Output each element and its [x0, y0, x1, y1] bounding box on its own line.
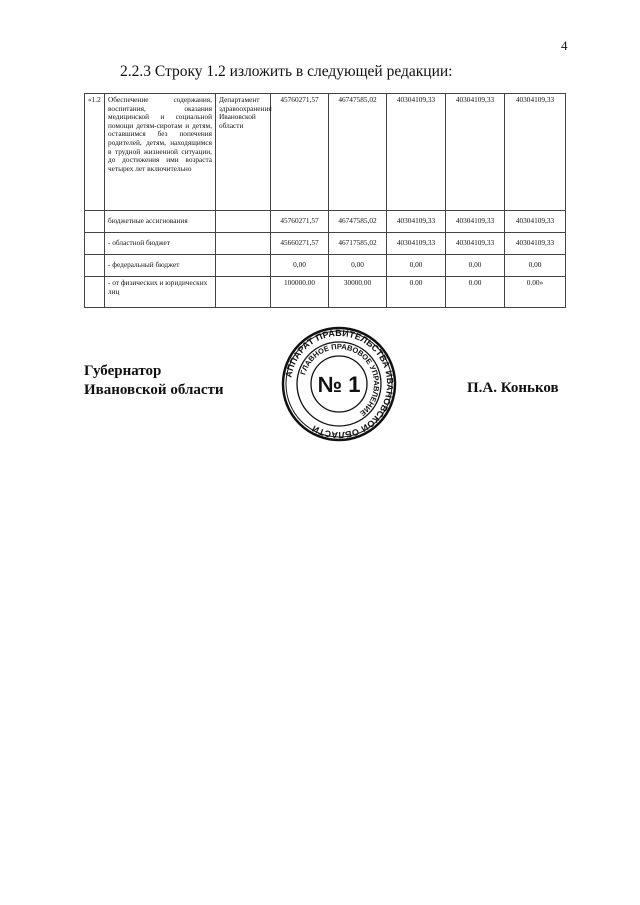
value-cell: 100000.00 — [271, 277, 329, 308]
value-cell: 0.00 — [446, 277, 505, 308]
value-cell: 40304109,33 — [446, 211, 505, 233]
seal-outer-text: АППАРАТ ПРАВИТЕЛЬСТВА ИВАНОВСКОЙ ОБЛАСТИ — [283, 327, 396, 441]
empty-cell — [85, 255, 105, 277]
value-cell: 0.00» — [505, 277, 566, 308]
table-row — [85, 255, 566, 277]
value-cell: 40304109,33 — [505, 211, 566, 233]
value-cell: 40304109,33 — [387, 211, 446, 233]
signatory-title-line1: Губернатор — [84, 363, 162, 379]
empty-cell — [85, 211, 105, 233]
value-cell: 40304109,33 — [446, 233, 505, 255]
empty-cell — [216, 255, 271, 277]
value-cell: 40304109,33 — [505, 233, 566, 255]
value-cell: 0.00 — [387, 277, 446, 308]
empty-cell — [85, 233, 105, 255]
value-cell: 45760271,57 — [271, 94, 329, 211]
value-cell: 45660271,57 — [271, 233, 329, 255]
row-number: «1.2 — [85, 94, 105, 211]
row-label: - федеральный бюджет — [105, 255, 216, 277]
value-cell: 0,00 — [271, 255, 329, 277]
value-cell: 0,00 — [446, 255, 505, 277]
value-cell: 45760271,57 — [271, 211, 329, 233]
empty-cell — [216, 277, 271, 308]
table-row — [85, 211, 566, 233]
row-label: - от физических и юридических лиц — [105, 277, 216, 308]
value-cell: 30000.00 — [329, 277, 387, 308]
seal-inner-text: ГЛАВНОЕ ПРАВОВОЕ УПРАВЛЕНИЕ — [298, 341, 382, 418]
value-cell: 0,00 — [329, 255, 387, 277]
seal-number: № 1 — [317, 372, 361, 397]
value-cell: 40304109,33 — [446, 94, 505, 211]
empty-cell — [216, 211, 271, 233]
value-cell: 40304109,33 — [387, 233, 446, 255]
table-row — [85, 233, 566, 255]
value-cell: 0,00 — [505, 255, 566, 277]
signatory-title-line2: Ивановской области — [84, 382, 224, 398]
value-cell: 46747585,02 — [329, 211, 387, 233]
program-table — [84, 93, 566, 308]
value-cell: 46717585,02 — [329, 233, 387, 255]
value-cell: 40304109,33 — [505, 94, 566, 211]
empty-cell — [216, 233, 271, 255]
row-label: бюджетные ассигнования — [105, 211, 216, 233]
value-cell: 40304109,33 — [387, 94, 446, 211]
table-row-main — [85, 94, 566, 211]
table-row — [85, 277, 566, 308]
signatory-title — [84, 362, 224, 400]
value-cell: 46747585,02 — [329, 94, 387, 211]
signatory-name: П.А. Коньков — [467, 380, 559, 396]
page-number: 4 — [561, 38, 568, 53]
instruction-text: 2.2.3 Строку 1.2 изложить в следующей редакции: — [120, 63, 453, 80]
empty-cell — [85, 277, 105, 308]
row-description: Обеспечение содержания, воспитания, оказания медицинской и социальной помощи детям-сиротам и детям, оставшимся без попечения родителей, детям, находящимся в трудной жизненной ситуации, до достижения ими возраста четырех лет включительно — [105, 94, 216, 211]
row-executor: Департамент здравоохранения Ивановской области — [216, 94, 271, 211]
value-cell: 0,00 — [387, 255, 446, 277]
row-label: - областной бюджет — [105, 233, 216, 255]
official-seal-stamp — [281, 326, 397, 442]
